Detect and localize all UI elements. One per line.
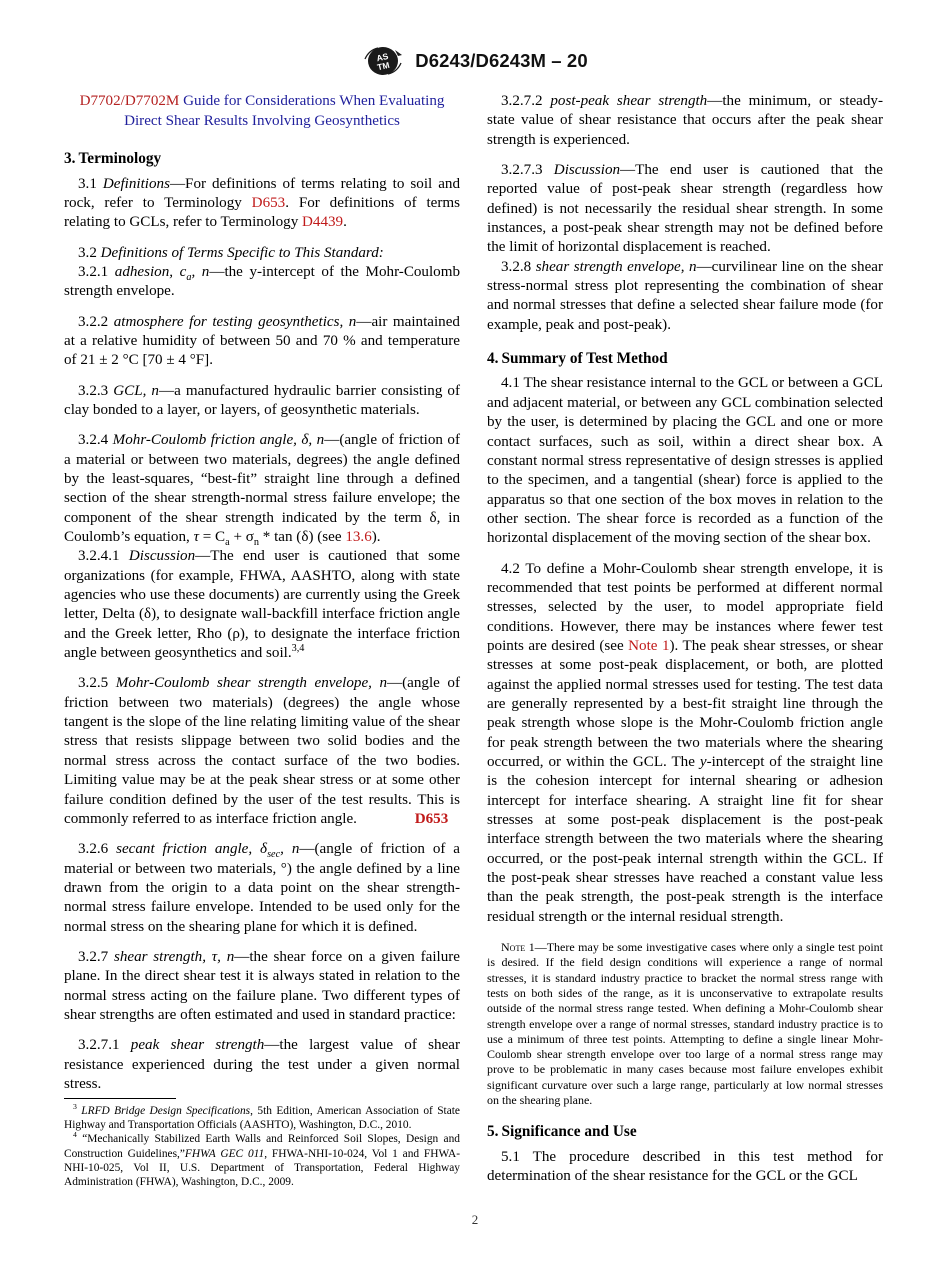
para-text: —the largest value of shear resistance experienced during the test under a given normal stress. — [64, 1037, 460, 1092]
defined-term: GCL, n — [113, 382, 159, 399]
defined-term — [114, 263, 210, 283]
note-1-label: Note 1 — [501, 940, 535, 955]
defined-term: shear strength, τ, n — [113, 948, 235, 965]
para-text-3: . — [343, 214, 347, 231]
equation-plus: + σ — [229, 529, 254, 546]
page-header — [0, 46, 950, 76]
para-number: 3.2.3 — [78, 382, 109, 399]
defined-term-text: secant friction angle, δ — [116, 841, 268, 858]
note-1-text: —There may be some investigative cases where only a single test point is desired. If the field design conditions will experience a range of normal stresses, it is standard industry practice to bracket the normal stress range with tests on both sides of the range, as it is unconservative to extrapolate results outside of the normal stress range tested. When defining a Mohr-Coulomb shear strength envelope over a range of normal stresses, standard industry practice is to use a minimum of three test points. Attempting to define a single linear Mohr-Coulomb shear strength envelope over too large of a normal stress range may prove to be problematic in many cases because most failure envelopes exhibit significant curvature over such a large range, particularly at low normal stresses on the shearing plane. — [487, 940, 884, 1108]
astm-logo-icon — [362, 46, 406, 76]
document-designation: D6243/D6243M – 20 — [415, 50, 588, 71]
section-5-title: Significance and Use — [501, 1123, 637, 1141]
para-text-3: -intercept of the straight line is the cohesion intercept for internal shearing or adhesion intercept for interface shearing. A straight line fit for shear stresses at some post-peak displacement is the post-peak interface strength between the two materials where the shearing occurred, or the post-peak internal strength within the GCL. If the post-peak shear stresses have reached a constant value less than the peak strength, the post-peak strength is the interface residual strength or the internal residual strength. — [487, 754, 884, 925]
footnote-separator-rule — [64, 1098, 176, 1099]
footnote-title: LRFD Bridge Design Specifications — [81, 1105, 251, 1117]
standard-reference-d4439[interactable]: D4439 — [302, 214, 344, 231]
para-text: —the minimum, or steady-state value of shear resistance that occurs after the peak shear strength is experienced. — [487, 93, 883, 148]
note-reference-note-1[interactable]: Note 1 — [628, 637, 670, 654]
para-number: 4.2 — [501, 560, 520, 577]
footnote-number: 4 — [73, 1130, 77, 1140]
defined-term-subscript: a — [186, 271, 192, 283]
svg-text:TM: TM — [376, 59, 391, 73]
defined-term — [116, 841, 300, 861]
para-text: —air maintained at a relative humidity of between 50 and 70 % and temperature of 21 ± 2 °C [70 ± 4 °F]. — [64, 313, 460, 369]
para-text: —The end user is cautioned that some organizations (for example, FHWA, AASHTO, along with state agencies who use these documents) are currently using the Greek letter, Delta (δ), to designate wall-backfill interface friction angle and the Greek letter, Rho (ρ), to designate the interface friction angle between geosynthetics and soil. — [64, 548, 460, 662]
defined-term-subscript: sec — [267, 849, 281, 861]
footnote-number: 3 — [73, 1102, 77, 1112]
equation-sub-a: a — [225, 537, 230, 549]
defined-term-suffix: , n — [280, 841, 300, 858]
paragraph-3-2-7-2 — [487, 92, 883, 150]
paragraph-5-1 — [487, 1148, 883, 1187]
section-4-number: 4. — [487, 350, 499, 368]
footnote-text-2: , FHWA-NHI-10-024, Vol 1 and FHWA-NHI-10-025, Vol II, U.S. Department of Transportation, Federal Highway Administration (FHWA), Washington, D.C., 2009. — [64, 1147, 460, 1189]
left-column — [64, 92, 460, 1094]
para-number: 3.2.7.2 — [501, 93, 543, 109]
paragraph-4-1 — [487, 374, 883, 548]
para-text-2: ). — [371, 529, 381, 546]
para-text: —(angle of friction between two materials) (degrees) the angle whose tangent is the slope of the line relating limiting value of the shear stress that resists slippage between two solid bodies and the normal stress across the contact surface of the two bodies. Limiting value may be at the peak shear stress or at some other failure condition defined by the user of the test results. This is commonly referred to as interface friction angle. — [64, 675, 460, 827]
right-column — [487, 92, 883, 1186]
para-text: To define a Mohr-Coulomb shear strength envelope, it is recommended that test points be performed at different normal stresses, selected by the user, to model appropriate field conditions. However, there may be instances where fewer test points are desired (see — [487, 560, 883, 654]
note-1 — [487, 940, 883, 1108]
para-number: 3.2.7 — [78, 948, 109, 965]
footnote-text: “Mechanically Stabilized Earth Walls and Reinforced Soil Slopes, Design and Construction Guidelines,” — [64, 1133, 460, 1160]
para-text: The shear resistance internal to the GCL or between a GCL and adjacent material, or between any GCL combination selected by the user, is determined by placing the GCL and one or more contact surfaces, such as soil, within a direct shear box. A constant normal stress representative of design stresses is applied to the specimen, and a tangential (shear) force is applied to the apparatus so that one section of the box moves in relation to the other section. The shear force is recorded as a function of the horizontal displacement of the moving section of the shear box. — [487, 375, 883, 547]
defined-term: Mohr-Coulomb friction angle, δ, n — [112, 432, 325, 449]
para-number: 3.1 — [78, 175, 97, 192]
section-4-heading — [487, 349, 883, 368]
para-text: —(angle of friction of a material or between two materials, degrees) the angle defined by the least-squares, “best-fit” straight line through a defined section of the shear strength-normal stress failure envelope; the component of the shear strength indicated by the term δ, in Coulomb’s equation, — [64, 432, 460, 546]
para-text: —a manufactured hydraulic barrier consisting of clay bonded to a layer, or layers, of geosynthetic materials. — [64, 382, 460, 418]
para-text: —(angle of friction of a material or between two materials, °) the angle defined by a line drawn from the origin to a data point on the shear strength-normal stress failure envelope. Intended to be used only for the normal stress on the shearing plane for which it is defined. — [64, 841, 460, 935]
defined-term-suffix: , n — [191, 263, 210, 280]
section-reference-13-6[interactable]: 13.6 — [345, 529, 372, 546]
paragraph-4-2 — [487, 560, 883, 928]
section-3-number: 3. — [64, 150, 76, 168]
para-text-2: ). The peak shear stresses, or shear stresses at some post-peak displacement, or both, are plotted against the applied normal stresses used for testing. The test data are generally represented by a best-fit straight line through the peak strength whose slope is the Mohr-Coulomb friction angle for peak strength between the two materials where the shearing occurred, or within the GCL. The — [487, 637, 883, 770]
defined-term-text: adhesion, c — [114, 263, 187, 280]
para-text: The procedure described in this test method for determination of the shear resistance for the GCL or the GCL — [487, 1148, 883, 1185]
paragraph-3-2-4 — [64, 431, 460, 547]
paragraph-3-2-1 — [64, 263, 460, 302]
paragraph-3-2-7-3 — [487, 161, 883, 258]
section-5-heading — [487, 1122, 883, 1141]
equation-sub-n: n — [253, 537, 259, 549]
para-number: 3.2.7.3 — [501, 162, 543, 179]
paragraph-3-1 — [64, 175, 460, 233]
svg-text:AS: AS — [375, 50, 390, 64]
standard-reference-d653-trailing[interactable]: D653 — [414, 810, 449, 827]
para-text: —For definitions of terms relating to soil and rock, refer to Terminology — [64, 175, 460, 211]
para-number: 3.2.4.1 — [78, 548, 120, 565]
para-text-2: . For definitions of terms relating to GCLs, refer to Terminology — [64, 194, 460, 231]
footnote-text: , 5th Edition, American Association of State Highway and Transportation Officials (AASHTO), Washington, D.C., 2010. — [64, 1105, 460, 1132]
paragraph-3-2 — [64, 244, 460, 263]
section-4-title: Summary of Test Method — [501, 350, 668, 368]
para-number: 3.2.6 — [78, 841, 109, 858]
defined-term: post-peak shear strength — [550, 93, 708, 109]
standard-reference-d653[interactable]: D653 — [251, 194, 286, 211]
paragraph-3-2-5 — [64, 674, 460, 829]
footnote-3 — [64, 1104, 460, 1132]
paragraph-3-2-3 — [64, 382, 460, 421]
para-text: —curvilinear line on the shear stress-normal stress plot representing the combination of shear and normal stresses that define a selected shear failure mode (for example, peak and post-peak). — [487, 258, 883, 333]
para-number: 3.2.2 — [78, 313, 109, 330]
para-number: 3.2.8 — [501, 258, 532, 275]
section-5-number: 5. — [487, 1123, 499, 1141]
page-number: 2 — [471, 1212, 479, 1227]
section-3-heading — [64, 149, 460, 168]
defined-term: Discussion — [553, 162, 621, 179]
equation-tau: τ — [193, 529, 199, 546]
referenced-standard-designation[interactable]: D7702/D7702M — [79, 93, 180, 109]
equation-end: * tan (δ) (see — [259, 529, 346, 546]
para-number: 5.1 — [501, 1148, 520, 1165]
para-number: 3.2 — [78, 244, 97, 261]
defined-term: atmosphere for testing geosynthetics, n — [113, 313, 357, 330]
paragraph-3-2-7 — [64, 948, 460, 1025]
para-text: —The end user is cautioned that the reported value of post-peak shear strength (regardless how defined) is not necessarily the residual shear strength. In some instances, a post-peak shear strength may not be defined before the limit of horizontal displacement is reached. — [487, 162, 883, 256]
paragraph-3-2-7-1 — [64, 1036, 460, 1094]
section-3-title: Terminology — [78, 150, 162, 168]
referenced-standard-title[interactable]: Guide for Considerations When Evaluating Direct Shear Results Involving Geosynthetics — [124, 93, 445, 129]
paragraph-3-2-8 — [487, 258, 883, 335]
defined-term: Definitions of Terms Specific to This Standard: — [100, 244, 384, 261]
footnotes-block — [64, 1098, 460, 1189]
para-text: —the shear force on a given failure plane. In the direct shear test it is always stated in relation to the normal stress acting on the failure plane. Two different types of shear strengths are often estimated and used in standard practice: — [64, 948, 460, 1023]
defined-term: peak shear strength — [130, 1037, 265, 1054]
referenced-standard-heading — [64, 92, 460, 131]
para-number: 3.2.4 — [78, 432, 109, 449]
equation-mid: = C — [198, 529, 226, 546]
y-intercept-italic: y — [699, 754, 707, 770]
para-number: 3.2.1 — [78, 263, 109, 280]
defined-term: shear strength envelope, n — [535, 258, 697, 275]
para-number: 3.2.7.1 — [78, 1037, 120, 1054]
defined-term: Mohr-Coulomb shear strength envelope, n — [115, 675, 388, 692]
para-number: 4.1 — [501, 375, 520, 392]
footnote-4 — [64, 1132, 460, 1189]
footnote-title: FHWA GEC 011 — [184, 1147, 265, 1160]
paragraph-3-2-2 — [64, 313, 460, 371]
para-number: 3.2.5 — [78, 675, 109, 692]
para-text: —the y-intercept of the Mohr-Coulomb strength envelope. — [64, 263, 461, 300]
defined-term: Definitions — [102, 175, 170, 192]
defined-term: Discussion — [128, 548, 196, 565]
paragraph-3-2-4-1 — [64, 547, 460, 663]
paragraph-3-2-6 — [64, 840, 460, 937]
footnote-marker-3-4[interactable]: 3,4 — [291, 643, 305, 655]
